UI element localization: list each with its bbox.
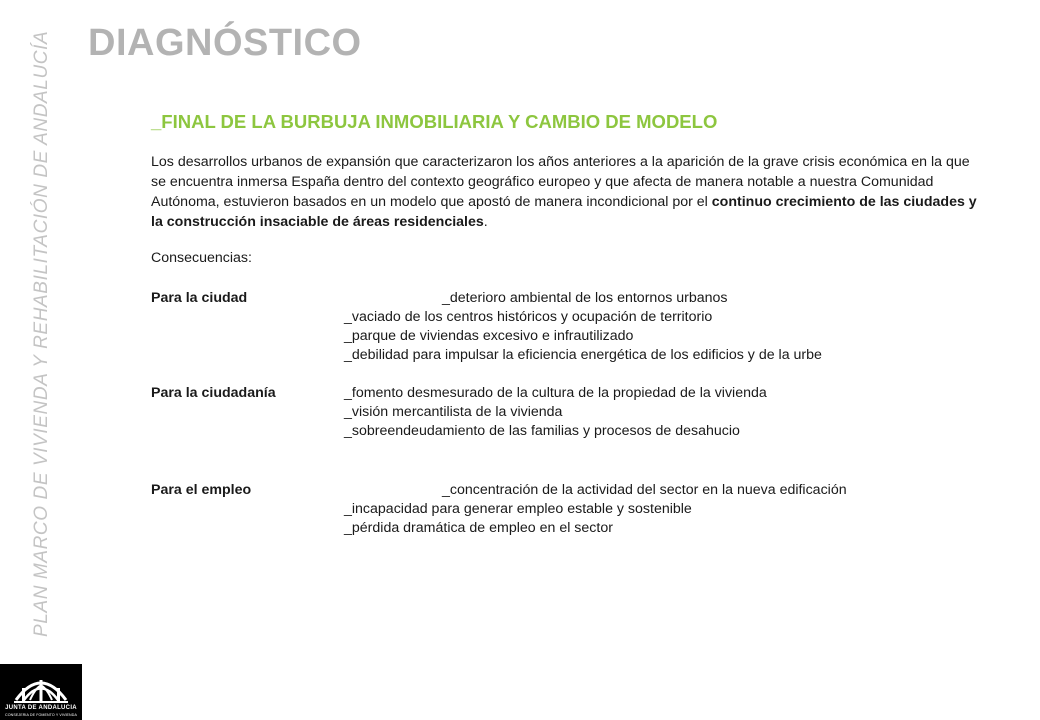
list-item: _visión mercantilista de la vivienda: [344, 404, 563, 420]
list-item: _pérdida dramática de empleo en el sector: [344, 520, 613, 536]
intro-paragraph: [151, 152, 986, 232]
section-subtitle: _FINAL DE LA BURBUJA INMOBILIARIA Y CAMBIO DE MODELO: [151, 111, 718, 132]
group-label-ciudadania: Para la ciudadanía: [151, 385, 276, 401]
list-item: _incapacidad para generar empleo estable y sostenible: [344, 501, 692, 517]
list-item: _debilidad para impulsar la eficiencia energética de los edificios y de la urbe: [344, 347, 822, 363]
intro-text-before: Los desarrollos urbanos de expansión que caracterizaron los años anteriores a la aparición de la grave crisis económica en la que se encuentra inmersa España dentro del contexto geográfico europeo y que afecta de manera notable a nuestra Comunidad Autónoma, estuvieron basados en un modelo que apostó de manera incondicional por el: [151, 154, 970, 210]
list-item: _concentración de la actividad del sector en la nueva edificación: [442, 482, 847, 498]
junta-de-andalucia-logo: [0, 664, 82, 720]
list-item: _fomento desmesurado de la cultura de la propiedad de la vivienda: [344, 385, 767, 401]
list-item: _parque de viviendas excesivo e infrautilizado: [344, 328, 634, 344]
list-item: _deterioro ambiental de los entornos urbanos: [442, 290, 728, 306]
page-title: DIAGNÓSTICO: [88, 22, 362, 64]
logo-text-secondary: CONSEJERIA DE FOMENTO Y VIVIENDA: [5, 713, 77, 717]
logo-text-primary: JUNTA DE ANDALUCIA: [5, 705, 77, 711]
logo-emblem-icon: [0, 664, 82, 706]
side-title: PLAN MARCO DE VIVIENDA Y REHABILITACIÓN DE ANDALUCÍA: [31, 30, 52, 637]
consequences-label: Consecuencias:: [151, 250, 252, 266]
group-label-ciudad: Para la ciudad: [151, 290, 248, 306]
intro-bold-text: continuo crecimiento de las ciudades y la construcción insaciable de áreas residenciales: [151, 194, 977, 230]
intro-text-after: .: [483, 214, 488, 230]
group-label-empleo: Para el empleo: [151, 482, 252, 498]
list-item: _vaciado de los centros históricos y ocupación de territorio: [344, 309, 713, 325]
list-item: _sobreendeudamiento de las familias y procesos de desahucio: [344, 423, 740, 439]
